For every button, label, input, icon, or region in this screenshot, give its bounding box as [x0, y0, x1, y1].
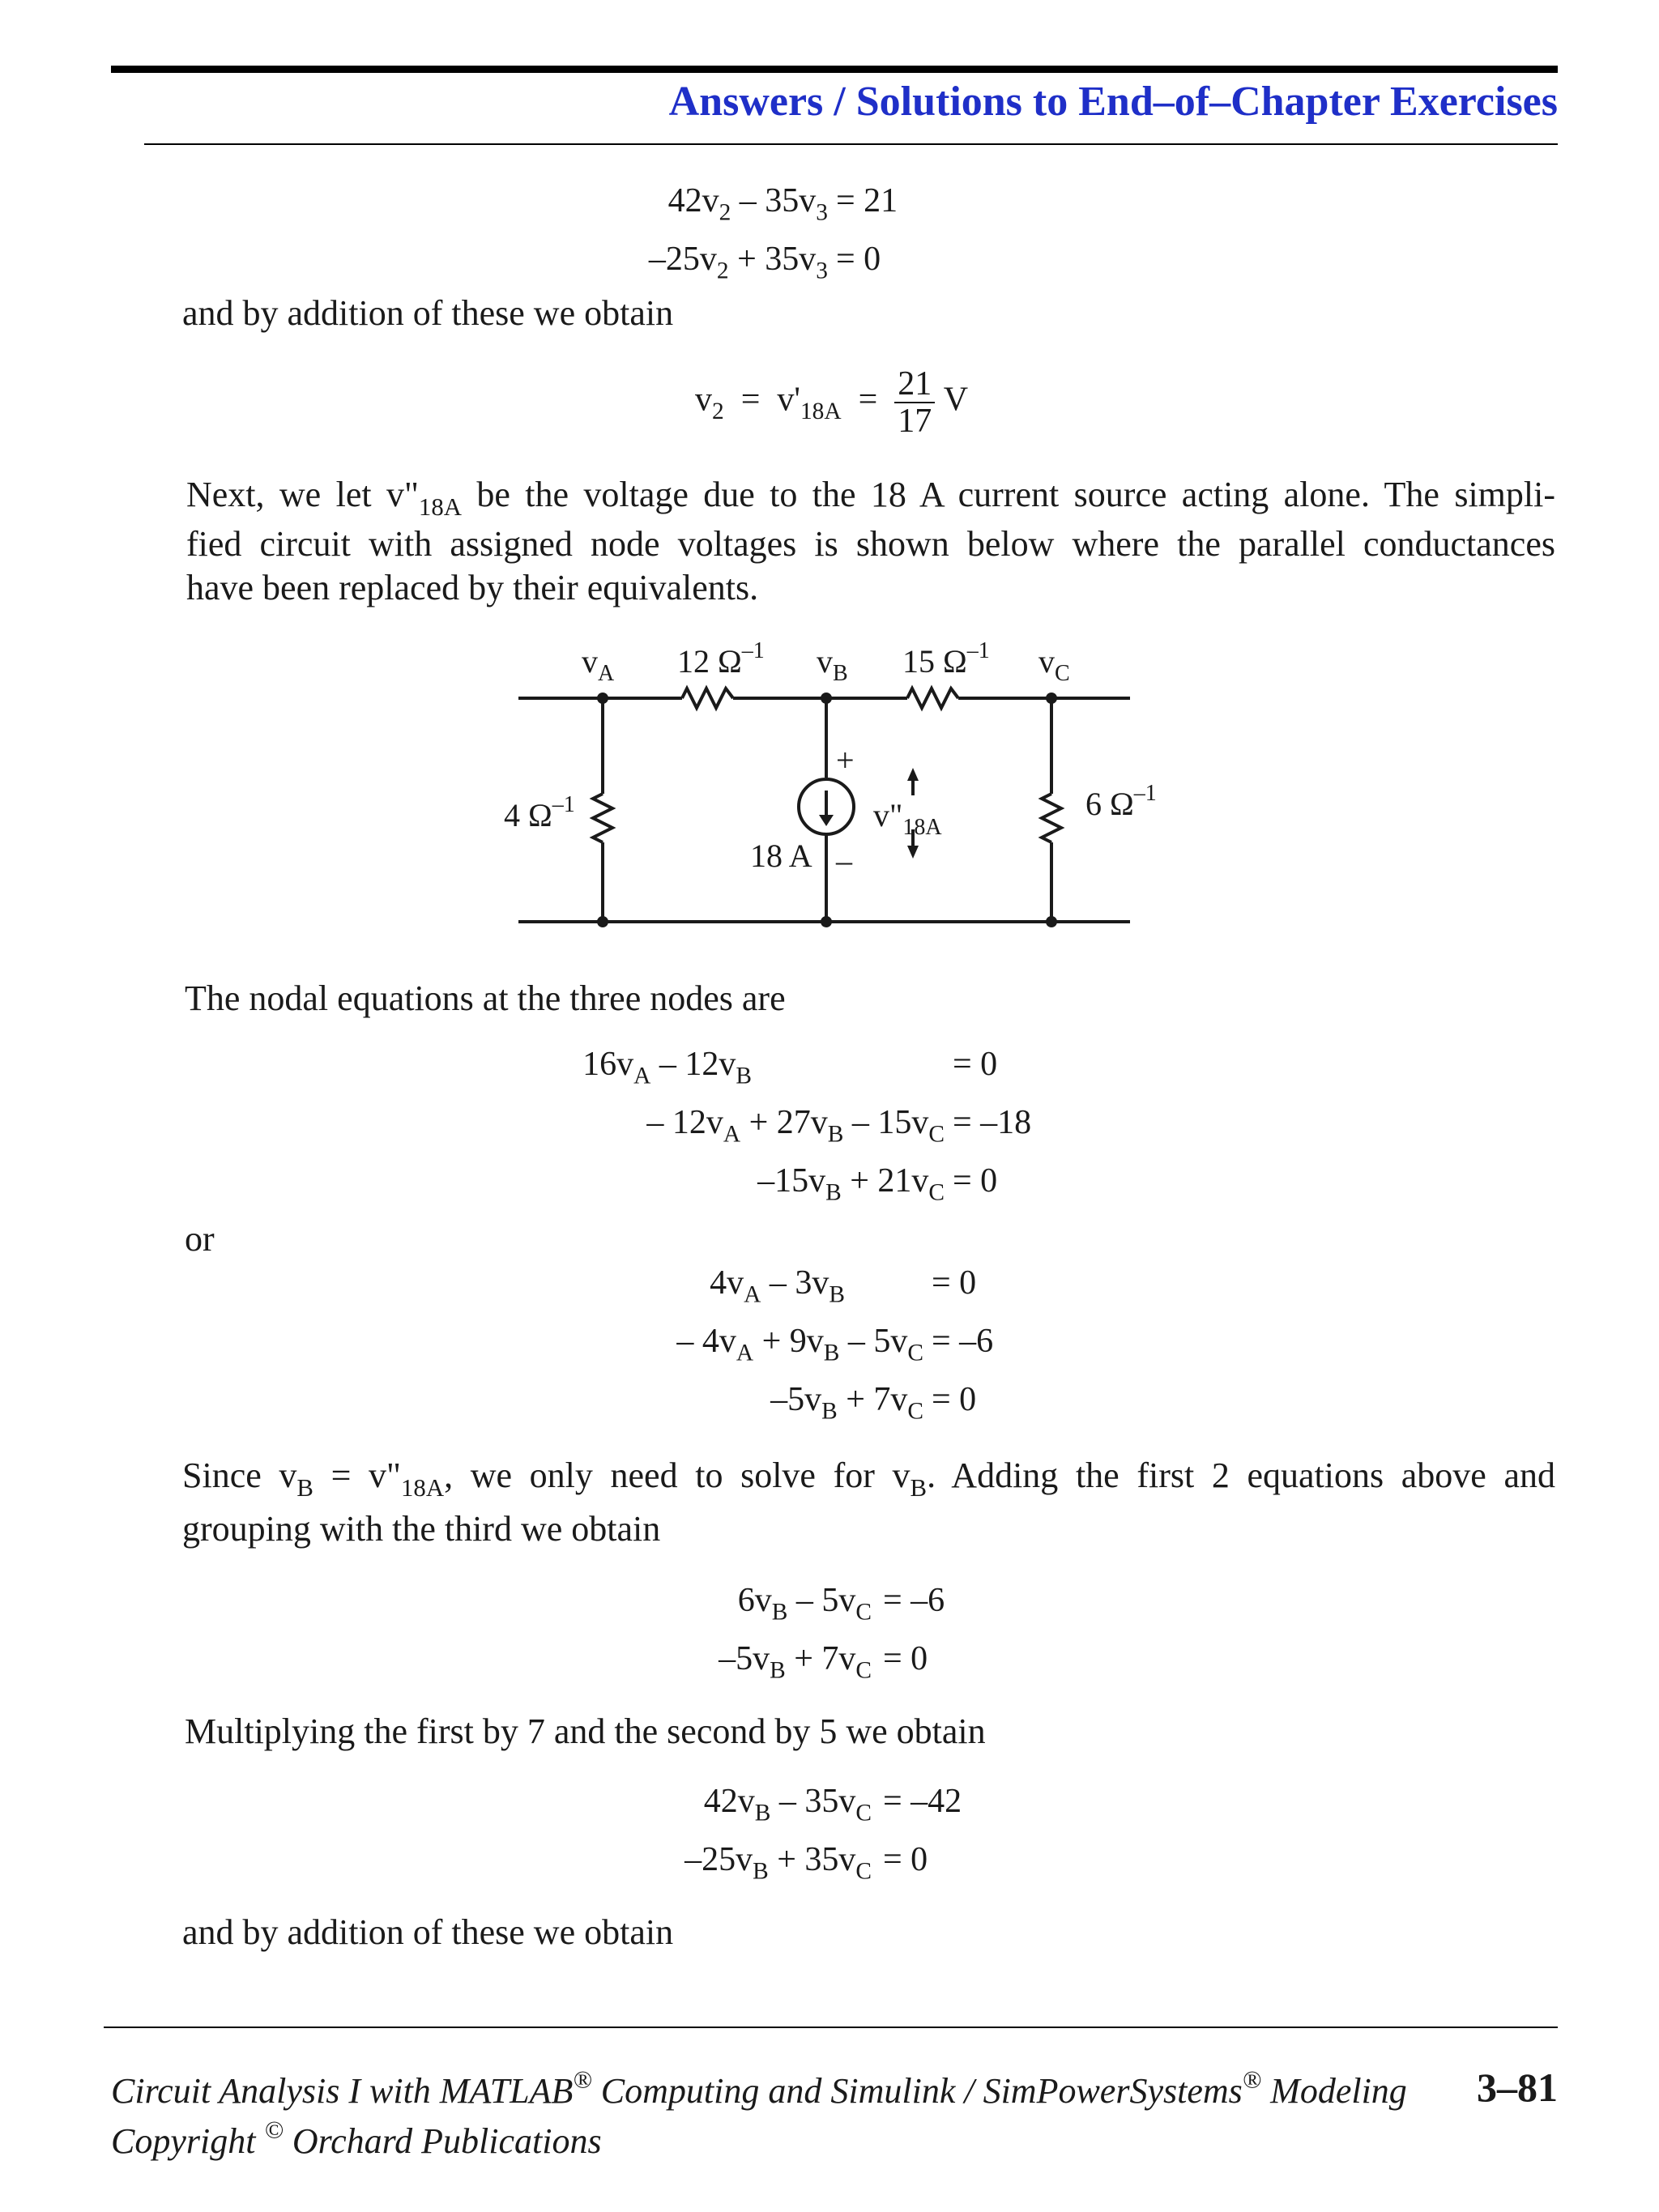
paragraph-since-line-2: grouping with the third we obtain: [182, 1509, 661, 1549]
header-rule-thin: [144, 143, 1558, 145]
paragraph-since-line-1: Since $v_B$ = $v"_{18A}$, we only need to solve for $v_B$. Adding the first 2 equations above and: [182, 1455, 1555, 1502]
label-node-a: $v_A$: [582, 643, 615, 686]
text-or: or: [185, 1219, 215, 1259]
equation-top-2-lhs: $-25v_2 + 35v_3$: [648, 241, 828, 284]
label-node-b: $v_B$: [817, 643, 848, 686]
node-c-dot: [1046, 693, 1057, 704]
node-b-dot: [821, 693, 832, 704]
footer-book-title: Circuit Analysis I with MATLAB® Computing and Simulink / SimPowerSystems® Modeling: [111, 2065, 1407, 2111]
label-r-bc: 15 $\Omega^{-1}$: [902, 638, 990, 680]
ground-dot-left: [597, 916, 608, 927]
equation-group-1-rhs: = –6: [883, 1582, 945, 1619]
label-v18a: $v"_{18A}$: [873, 797, 942, 840]
paragraph-next-line-3: have been replaced by their equivalents.: [186, 568, 759, 607]
equation-nodal-3-lhs: $-15v_B + 21v_C$: [757, 1162, 945, 1206]
equation-mult-1-rhs: = –42: [883, 1783, 962, 1820]
header-rule-thick: [111, 66, 1558, 73]
circuit-diagram: [486, 632, 1157, 956]
equation-nodal-1-rhs: = 0: [953, 1046, 998, 1083]
text-addition-2: and by addition of these we obtain: [182, 1912, 674, 1952]
voltage-arrow-up-icon: [907, 768, 919, 781]
equation-mult-2-rhs: = 0: [883, 1841, 928, 1878]
equation-nodal-2-rhs: = –18: [953, 1104, 1032, 1141]
paragraph-next-line-2: fied circuit with assigned node voltages is shown below where the parallel conductances: [186, 524, 1555, 564]
label-r-c: 6 $\Omega^{-1}$: [1085, 781, 1157, 822]
equation-group-2-lhs: $-5v_B + 7v_C$: [719, 1640, 872, 1684]
equation-or-1-rhs: = 0: [932, 1264, 977, 1302]
text-nodal-intro: The nodal equations at the three nodes are: [185, 978, 786, 1018]
equation-or-1-lhs: $4v_A - 3v_B$: [710, 1264, 845, 1308]
equation-or-2-lhs: – $4v_A + 9v_B - 5v_C$: [676, 1323, 923, 1366]
page-header-title: Answers / Solutions to End–of–Chapter Exercises: [668, 79, 1558, 125]
text-addition-1: and by addition of these we obtain: [182, 293, 674, 333]
equation-nodal-2-lhs: – $12v_A + 27v_B - 15v_C$: [646, 1104, 945, 1148]
label-r-ab: 12 $\Omega^{-1}$: [677, 638, 765, 680]
label-source: 18 A: [750, 837, 812, 874]
voltage-arrow-down-icon: [907, 846, 919, 859]
ground-dot-right: [1046, 916, 1057, 927]
label-node-c: $v_C$: [1038, 643, 1070, 686]
footer-copyright: Copyright © Orchard Publications: [111, 2116, 602, 2161]
paragraph-next-line-1: Next, we let $v"_{18A}$ be the voltage due to the 18 A current source acting alone. The simpli-: [186, 475, 1555, 521]
ground-dot-middle: [821, 916, 832, 927]
equation-group-2-rhs: = 0: [883, 1640, 928, 1677]
equation-group-1-lhs: $6v_B - 5v_C$: [737, 1582, 872, 1626]
label-r-a: 4 $\Omega^{-1}$: [504, 792, 575, 833]
node-a-dot: [597, 693, 608, 704]
equation-nodal-3-rhs: = 0: [953, 1162, 998, 1200]
equation-mult-1-lhs: $42v_B - 35v_C$: [703, 1783, 872, 1826]
equation-nodal-1-lhs: $16v_A - 12v_B$: [582, 1046, 752, 1089]
equation-or-3-lhs: $-5v_B + 7v_C$: [770, 1381, 923, 1425]
equation-top-1-lhs: $42v_2 - 35v_3$: [667, 182, 828, 226]
equation-or-2-rhs: = –6: [932, 1323, 994, 1360]
label-plus: +: [836, 742, 855, 778]
equation-v2-result: $v_2 = v'_{18A}$ = $\frac{21}{17}$ V: [695, 365, 969, 440]
equation-or-3-rhs: = 0: [932, 1381, 977, 1418]
equation-top-1-rhs: = 21: [836, 182, 898, 219]
fraction-21-17: $\frac{21}{17}$: [894, 366, 935, 439]
equation-mult-2-lhs: $-25v_B + 35v_C$: [684, 1841, 872, 1885]
label-minus: –: [836, 842, 852, 879]
footer-rule: [104, 2027, 1558, 2028]
page-number: 3–81: [1477, 2065, 1558, 2110]
current-arrow-down-icon: [819, 815, 834, 826]
equation-top-2-rhs: = 0: [836, 241, 881, 278]
text-multiplying: Multiplying the first by 7 and the second by 5 we obtain: [185, 1711, 986, 1751]
